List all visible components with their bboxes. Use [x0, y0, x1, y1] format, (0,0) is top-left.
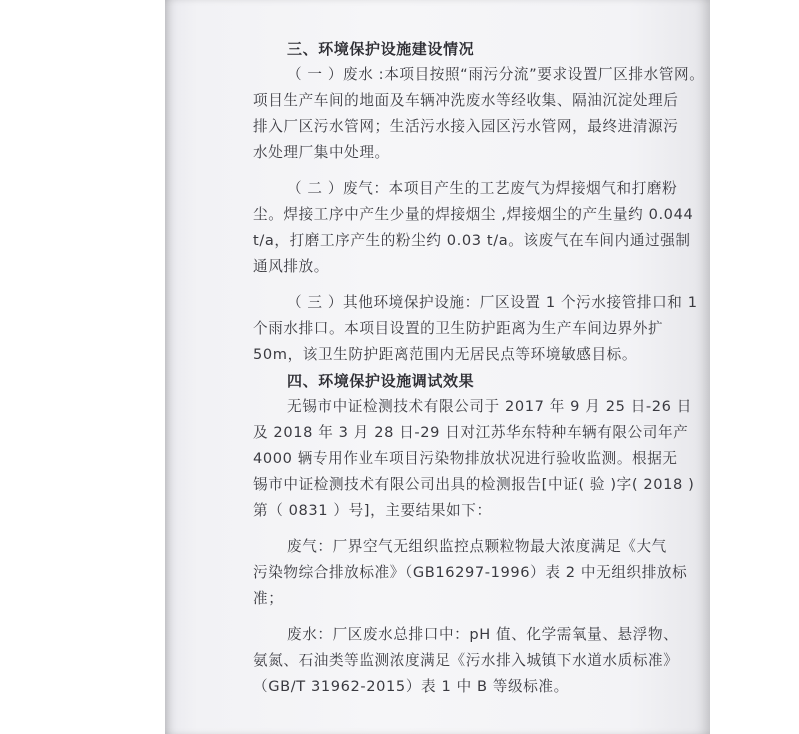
water-result-line: 氨氮、石油类等监测浓度满足《污水排入城镇下水道水质标准》	[253, 652, 679, 669]
gas-paragraph-line: 尘。焊接工序中产生少量的焊接烟尘 ,焊接烟尘的产生量约 0.044	[253, 206, 694, 223]
testing-intro-line: 锡市中证检测技术有限公司出具的检测报告[中证( 验 )字( 2018 )	[253, 476, 695, 493]
testing-intro-line: 4000 辆专用作业车项目污染物排放状况进行验收监测。根据无	[253, 450, 678, 467]
testing-intro-line: 第（ 0831 ）号]，主要结果如下：	[253, 502, 492, 519]
section-4-heading: 四、环境保护设施调试效果	[287, 372, 475, 390]
water-paragraph-line: （ 一 ）废水 :本项目按照“雨污分流”要求设置厂区排水管网。	[287, 66, 705, 83]
gas-paragraph-line: t/a，打磨工序产生的粉尘约 0.03 t/a。该废气在车间内通过强制	[253, 232, 691, 249]
water-paragraph-line: 项目生产车间的地面及车辆冲洗废水等经收集、隔油沉淀处理后	[253, 92, 679, 109]
other-facilities-line: 个雨水排口。本项目设置的卫生防护距离为生产车间边界外扩	[253, 320, 664, 337]
gas-result-line: 废气：厂界空气无组织监控点颗粒物最大浓度满足《大气	[287, 538, 667, 555]
section-3-heading: 三、环境保护设施建设情况	[287, 40, 475, 58]
testing-intro-line: 无锡市中证检测技术有限公司于 2017 年 9 月 25 日-26 日	[287, 398, 692, 415]
water-paragraph-line: 水处理厂集中处理。	[253, 144, 390, 161]
document-text	[253, 36, 705, 700]
water-paragraph-line: 排入厂区污水管网；生活污水接入园区污水管网，最终进清源污	[253, 118, 679, 135]
gas-result-line: 准；	[253, 590, 284, 607]
gas-paragraph-line: 通风排放。	[253, 258, 329, 275]
gas-result-line: 污染物综合排放标准》（GB16297-1996）表 2 中无组织排放标	[253, 564, 688, 581]
water-result-line: 废水：厂区废水总排口中：pH 值、化学需氧量、悬浮物、	[287, 626, 679, 643]
other-facilities-line: 50m，该卫生防护距离范围内无居民点等环境敏感目标。	[253, 346, 638, 363]
testing-intro-line: 及 2018 年 3 月 28 日-29 日对江苏华东特种车辆有限公司年产	[253, 424, 689, 441]
other-facilities-line: （ 三 ）其他环境保护设施：厂区设置 1 个污水接管排口和 1	[287, 294, 698, 311]
gas-paragraph-line: （ 二 ）废气：本项目产生的工艺废气为焊接烟气和打磨粉	[287, 180, 678, 197]
water-result-line: （GB/T 31962-2015）表 1 中 B 等级标准。	[253, 678, 569, 695]
